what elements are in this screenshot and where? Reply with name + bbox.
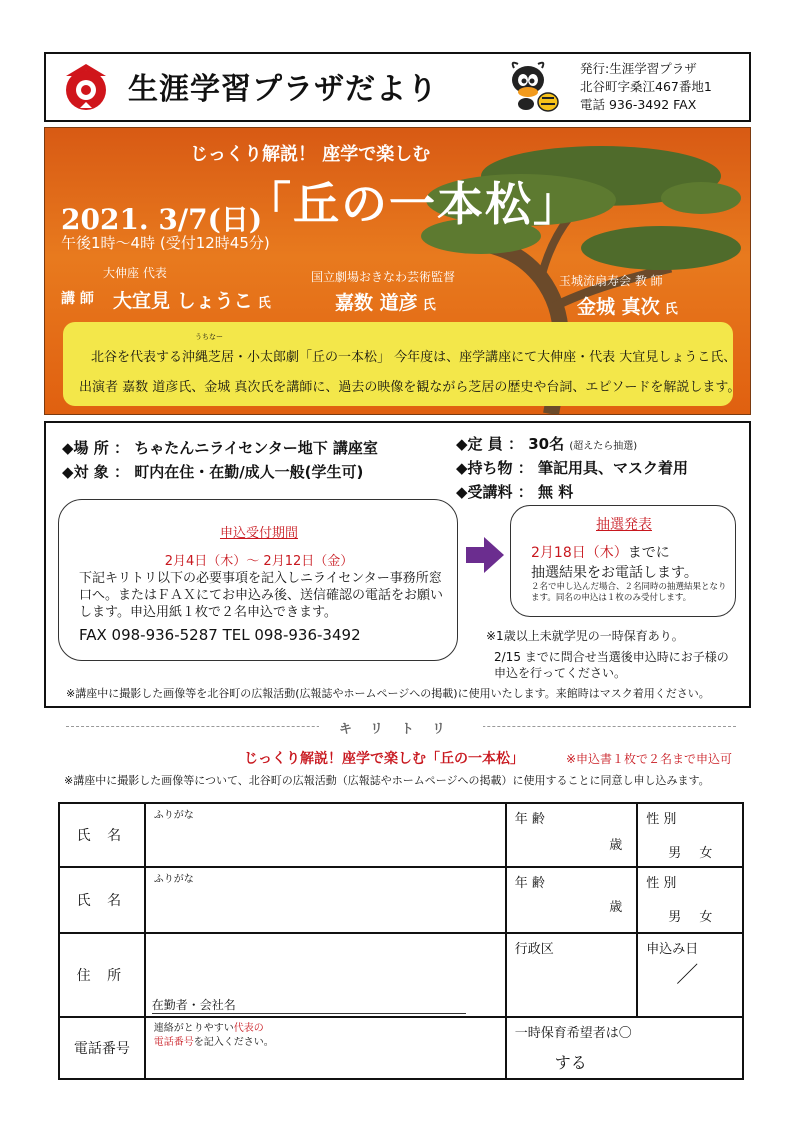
event-description-box	[63, 322, 741, 406]
lecturer-1	[113, 286, 271, 313]
application-form	[58, 802, 744, 1078]
lecturer-1-name: 大宜見 しょうこ	[113, 290, 253, 312]
age-label: 年 齢	[514, 876, 545, 891]
application-period-date: 2月4日（木）～ 2月12日（金）	[164, 554, 354, 569]
cut-line	[66, 718, 736, 738]
name-field-1[interactable]	[145, 803, 506, 867]
district-label: 行政区	[514, 942, 554, 957]
form-consent-note: ※講座中に撮影した画像等について、北谷町の広報活動（広報誌やホームページへの掲載）に使用することに同意し申し込みます。	[64, 774, 710, 787]
newsletter-header	[44, 52, 751, 122]
belongings-info: ◆持ち物 ： 筆記用具、マスク着用	[456, 459, 688, 477]
lottery-date	[531, 542, 670, 562]
mascot-character-icon	[504, 60, 566, 118]
age-field-1[interactable]	[506, 803, 638, 867]
form-limit-note: ※申込書１枚で２名まで申込可	[566, 752, 733, 766]
event-date: 2021. 3/7(日)	[61, 203, 263, 236]
application-period-title: 申込受付期間	[219, 526, 298, 541]
sex-label: 性 別	[646, 876, 677, 891]
lottery-date-value: 2月18日（木）	[531, 545, 628, 561]
lottery-title: 抽選発表	[596, 517, 652, 533]
target-info: ◆対 象 ： 町内在住・在勤/成人一般(学生可)	[62, 463, 364, 481]
sex-label: 性 別	[646, 812, 677, 827]
name-field-2[interactable]	[145, 867, 506, 933]
newsletter-title: 生涯学習プラザだより	[128, 72, 438, 107]
phone-label: 電話番号	[59, 1017, 145, 1079]
application-period-box	[58, 499, 458, 661]
address-label: 住 所	[59, 933, 145, 1017]
phone-field[interactable]	[145, 1017, 506, 1079]
phone-hint-red-2: 電話番号	[153, 1037, 194, 1048]
furigana-label: ふりがな	[153, 874, 194, 885]
age-unit: 歳	[609, 838, 623, 853]
sex-options: 男 女	[668, 910, 713, 925]
childcare-field[interactable]	[506, 1017, 743, 1079]
lecturer-2-role: 国立劇場おきなわ芸術監督	[311, 270, 456, 284]
capacity-note: (超えたら抽選)	[569, 441, 638, 452]
childcare-note: ※1歳以上未就学児の一時保育あり。	[486, 629, 684, 643]
event-banner	[44, 127, 751, 415]
lecturer-3	[577, 292, 678, 319]
event-description-line-2: 出演者 嘉数 道彦氏、金城 真次氏を講師に、過去の映像を観ながら芝居の歴史や台詞、エピソードを解説します。	[79, 380, 741, 395]
event-description-line-1: 北谷を代表する沖縄芝居・小太郎劇「丘の一本松」 今年度は、座学講座にて大伸座・代表 大宜見しょうこ氏、	[91, 350, 737, 365]
form-title: じっくり解説！座学で楽しむ「丘の一本松」	[244, 751, 524, 767]
phone-hint	[154, 1022, 354, 1050]
lecturer-1-role: 大伸座 代表	[103, 266, 167, 280]
age-field-2[interactable]	[506, 867, 638, 933]
event-info-section	[44, 421, 751, 708]
application-date-field[interactable]	[637, 933, 743, 1017]
lottery-date-suffix: までに	[627, 545, 670, 561]
phone-hint-red-1: 代表の	[233, 1023, 264, 1034]
childcare-value: する	[554, 1053, 587, 1072]
age-label: 年 齢	[514, 812, 545, 827]
publisher-phone: 電話 936-3492 FAX	[580, 97, 697, 112]
application-date-label: 申込み日	[646, 942, 699, 957]
capacity-text: ◆定 員 ： 30名	[456, 435, 565, 453]
applicant-1-row	[59, 803, 743, 867]
name-label: 氏 名	[59, 803, 145, 867]
publisher-info	[580, 60, 712, 114]
arrow-right-icon	[466, 535, 506, 575]
publisher-address: 北谷町字桑江467番地1	[580, 79, 712, 94]
publisher-name: 発行:生涯学習プラザ	[580, 61, 697, 76]
capacity-info	[456, 433, 637, 454]
name-label: 氏 名	[59, 867, 145, 933]
age-unit: 歳	[609, 900, 623, 915]
phone-hint-text-1: 連絡がとりやすい	[153, 1023, 234, 1034]
photo-usage-note: ※講座中に撮影した画像等を北谷町の広報活動(広報誌やホームページへの掲載)に使用いたします。来館時はマスク着用ください。	[66, 687, 710, 700]
phone-row	[59, 1017, 743, 1079]
furigana-label: ふりがな	[153, 810, 194, 821]
lecturer-3-name: 金城 真次	[577, 296, 660, 318]
lecturer-label: 講 師	[61, 291, 94, 307]
event-time: 午後1時～4時 (受付12時45分)	[61, 234, 270, 252]
lecturer-2-suffix: 氏	[422, 298, 436, 313]
address-field[interactable]	[145, 933, 506, 1017]
cut-here-label: キリトリ	[319, 718, 483, 737]
application-instructions: 下記キリトリ以下の必要事項を記入しニライセンター事務所窓口へ。またはＦＡＸにてお申込み後、送信確認の電話をお願いします。申込用紙１枚で２名申込できます。	[79, 571, 444, 620]
sex-field-2[interactable]	[637, 867, 743, 933]
lecturer-3-suffix: 氏	[664, 302, 678, 317]
lecturer-2-name: 嘉数 道彦	[335, 292, 418, 314]
lottery-note: ２名で申し込んだ場合、２名同時の抽選結果となります。同名の申込は１枚のみ受付します。	[531, 582, 727, 603]
lottery-body: 抽選結果をお電話します。	[531, 565, 698, 581]
sex-options: 男 女	[668, 846, 713, 861]
fee-info: ◆受講料 ： 無 料	[456, 483, 574, 501]
venue-info: ◆場 所 ： ちゃたんニライセンター地下 講座室	[62, 439, 378, 457]
phone-hint-text-2: を記入ください。	[193, 1037, 274, 1048]
childcare-label: 一時保育希望者は〇	[514, 1026, 632, 1041]
ruby-annotation: うちなー	[195, 333, 223, 341]
lecturer-2	[335, 288, 436, 315]
workplace-label: 在勤者・会社名	[152, 996, 466, 1014]
town-emblem-icon	[60, 62, 112, 114]
applicant-2-row	[59, 867, 743, 933]
date-separator: ／	[676, 963, 699, 988]
childcare-deadline-note: 2/15 までに問合せ当選後申込時にお子様の申込を行ってください。	[494, 650, 729, 680]
sex-field-1[interactable]	[637, 803, 743, 867]
event-title: 「丘の一本松」	[245, 177, 581, 231]
lecturer-3-role: 玉城流扇寿会 教 師	[559, 274, 663, 288]
event-subtitle: じっくり解説！ 座学で楽しむ	[190, 144, 431, 165]
district-field[interactable]	[506, 933, 638, 1017]
contact-numbers: FAX 098-936-5287 TEL 098-936-3492	[79, 626, 361, 644]
lottery-announcement-box	[510, 505, 736, 617]
address-row	[59, 933, 743, 1017]
lecturer-1-suffix: 氏	[257, 296, 271, 311]
